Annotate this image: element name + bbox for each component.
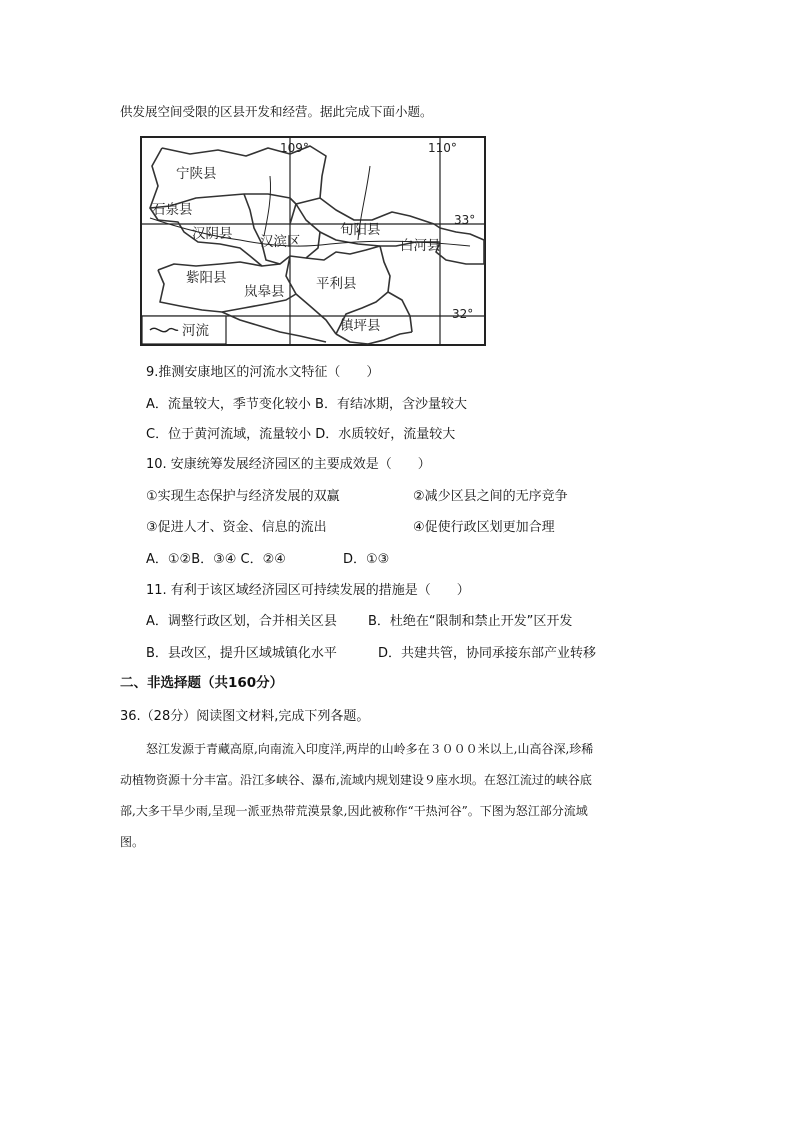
county-baihe: 白河县 xyxy=(400,238,441,254)
county-ningshan: 宁陕县 xyxy=(176,166,217,182)
q36-para-line-1: 怒江发源于青藏高原,向南流入印度洋,两岸的山岭多在３０００米以上,山高谷深,珍稀 xyxy=(146,742,594,756)
q11-option-b1[interactable]: B．杜绝在“限制和禁止开发”区开发 xyxy=(368,614,573,629)
county-xunyang: 旬阳县 xyxy=(340,222,381,238)
county-map xyxy=(140,136,486,346)
q11-option-d[interactable]: D．共建共管，协同承接东部产业转移 xyxy=(378,646,597,661)
lat-33-label: 33° xyxy=(454,213,476,227)
county-zhenping: 镇坪县 xyxy=(340,318,381,334)
county-ziyang: 紫阳县 xyxy=(186,270,227,286)
boundary-zhenping-east xyxy=(388,292,412,332)
section-title: 二、非选择题（共160分） xyxy=(120,675,284,691)
boundary-hanyin-hanbin xyxy=(244,194,280,264)
county-langao: 岚皋县 xyxy=(244,284,285,300)
q11-option-a[interactable]: A．调整行政区划，合并相关区县 xyxy=(146,614,337,629)
county-hanyin: 汉阴县 xyxy=(192,226,233,242)
q36-para-line-4: 图。 xyxy=(120,835,145,849)
q10-item-2: ②减少区县之间的无序竞争 xyxy=(413,489,568,504)
q10-item-3: ③促进人才、资金、信息的流出 xyxy=(146,520,327,535)
q10-item-1: ①实现生态保护与经济发展的双赢 xyxy=(146,489,340,504)
lon-109-label: 109° xyxy=(280,141,309,155)
q36-stem: 36.（28分）阅读图文材料,完成下列各题。 xyxy=(120,709,370,724)
q36-para-line-2: 动植物资源十分丰富。沿江多峡谷、瀑布,流域内规划建设９座水坝。在怒江流过的峡谷底 xyxy=(120,773,592,787)
q9-option-line-1[interactable]: A．流量较大，季节变化较小 B．有结冰期，含沙量较大 xyxy=(146,397,467,412)
legend-label: 河流 xyxy=(182,323,209,339)
county-hanbin: 汉滨区 xyxy=(260,234,301,250)
boundary-ningshan-south xyxy=(150,148,296,208)
q36-para-line-3: 部,大多干旱少雨,呈现一派亚热带荒漠景象,因此被称作“干热河谷”。下图为怒江部分流域 xyxy=(120,804,588,818)
q10-option-d[interactable]: D．①③ xyxy=(343,552,390,567)
boundary-ziyang-north xyxy=(158,262,262,270)
q9-option-line-2[interactable]: C．位于黄河流域，流量较小 D．水质较好，流量较大 xyxy=(146,427,456,442)
lon-110-label: 110° xyxy=(428,141,457,155)
q10-stem: 10. 安康统筹发展经济园区的主要成效是（ ） xyxy=(146,457,431,472)
boundary-baihe xyxy=(436,228,484,264)
q10-options-a-c[interactable]: A．①②B．③④ C．②④ xyxy=(146,552,286,567)
intro-tail: 供发展空间受限的区县开发和经营。据此完成下面小题。 xyxy=(120,104,433,119)
county-shiquan: 石泉县 xyxy=(152,202,193,218)
q11-stem: 11. 有利于该区域经济园区可持续发展的措施是（ ） xyxy=(146,583,470,598)
county-pingli: 平利县 xyxy=(316,276,357,292)
lat-32-label: 32° xyxy=(452,307,474,321)
river-tributary-1 xyxy=(264,176,271,236)
q11-option-b2[interactable]: B．县改区，提升区域城镇化水平 xyxy=(146,646,337,661)
q10-item-4: ④促使行政区划更加合理 xyxy=(413,520,555,535)
q9-stem: 9.推测安康地区的河流水文特征（ ） xyxy=(146,365,380,380)
